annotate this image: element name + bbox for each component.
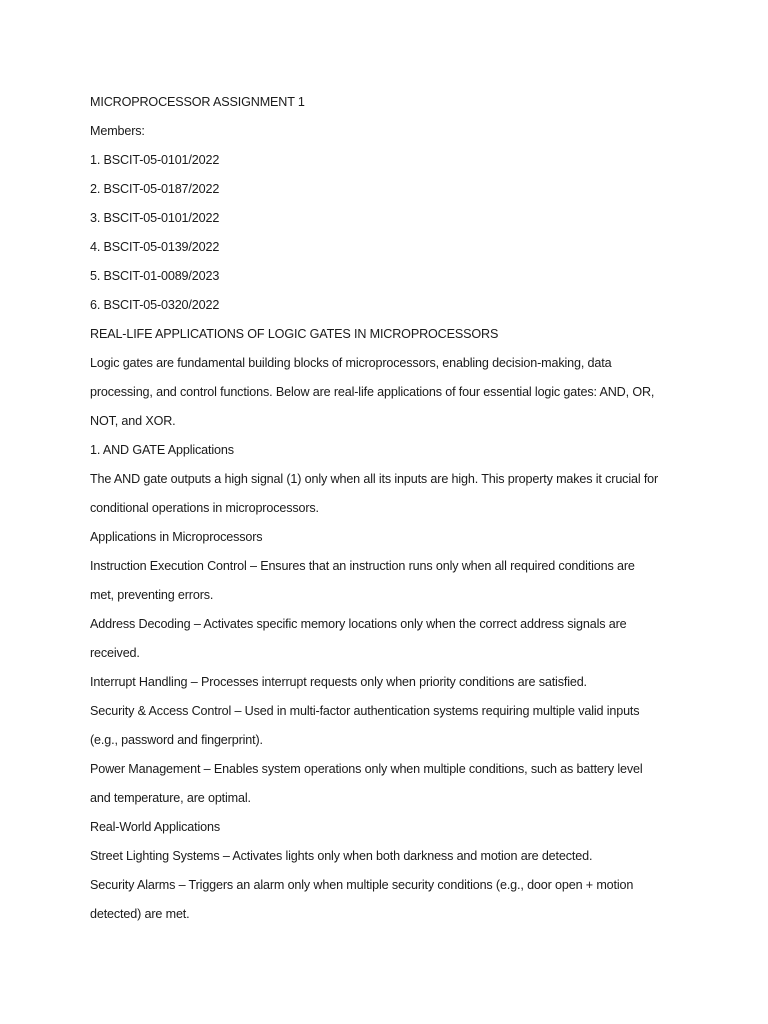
microprocessor-application-line: received.: [90, 646, 140, 660]
section-heading: REAL-LIFE APPLICATIONS OF LOGIC GATES IN MICROPROCESSORS: [90, 327, 499, 341]
and-gate-heading: 1. AND GATE Applications: [90, 443, 234, 457]
microprocessor-application-line: Power Management – Enables system operations only when multiple conditions, such as battery level: [90, 762, 643, 776]
member-item: 6. BSCIT-05-0320/2022: [90, 298, 220, 312]
intro-paragraph-line: NOT, and XOR.: [90, 414, 176, 428]
intro-paragraph-line: Logic gates are fundamental building blocks of microprocessors, enabling decision-making, data: [90, 356, 612, 370]
and-gate-description-line: conditional operations in microprocessors.: [90, 501, 319, 515]
and-gate-description-line: The AND gate outputs a high signal (1) only when all its inputs are high. This property makes it crucial for: [90, 472, 659, 486]
real-world-application-line: detected) are met.: [90, 907, 190, 921]
member-item: 3. BSCIT-05-0101/2022: [90, 211, 220, 225]
microprocessor-application-line: Security & Access Control – Used in multi-factor authentication systems requiring multiple valid inputs: [90, 704, 640, 718]
document-title: MICROPROCESSOR ASSIGNMENT 1: [90, 95, 305, 109]
member-item: 5. BSCIT-01-0089/2023: [90, 269, 220, 283]
real-world-applications-heading: Real-World Applications: [90, 820, 221, 834]
real-world-application-line: Street Lighting Systems – Activates lights only when both darkness and motion are detected.: [90, 849, 593, 863]
microprocessor-application-line: Interrupt Handling – Processes interrupt requests only when priority conditions are satisfied.: [90, 675, 587, 689]
microprocessor-application-line: and temperature, are optimal.: [90, 791, 251, 805]
intro-paragraph-line: processing, and control functions. Below are real-life applications of four essential logic gates: AND, OR,: [90, 385, 655, 399]
microprocessor-application-line: (e.g., password and fingerprint).: [90, 733, 263, 747]
member-item: 4. BSCIT-05-0139/2022: [90, 240, 220, 254]
members-label: Members:: [90, 124, 145, 138]
member-item: 1. BSCIT-05-0101/2022: [90, 153, 220, 167]
real-world-application-line: Security Alarms – Triggers an alarm only when multiple security conditions (e.g., door open + motion: [90, 878, 634, 892]
microprocessor-applications-heading: Applications in Microprocessors: [90, 530, 263, 544]
microprocessor-application-line: met, preventing errors.: [90, 588, 214, 602]
document-body: [90, 88, 690, 929]
member-item: 2. BSCIT-05-0187/2022: [90, 182, 220, 196]
microprocessor-application-line: Instruction Execution Control – Ensures that an instruction runs only when all required conditions are: [90, 559, 635, 573]
microprocessor-application-line: Address Decoding – Activates specific memory locations only when the correct address signals are: [90, 617, 627, 631]
